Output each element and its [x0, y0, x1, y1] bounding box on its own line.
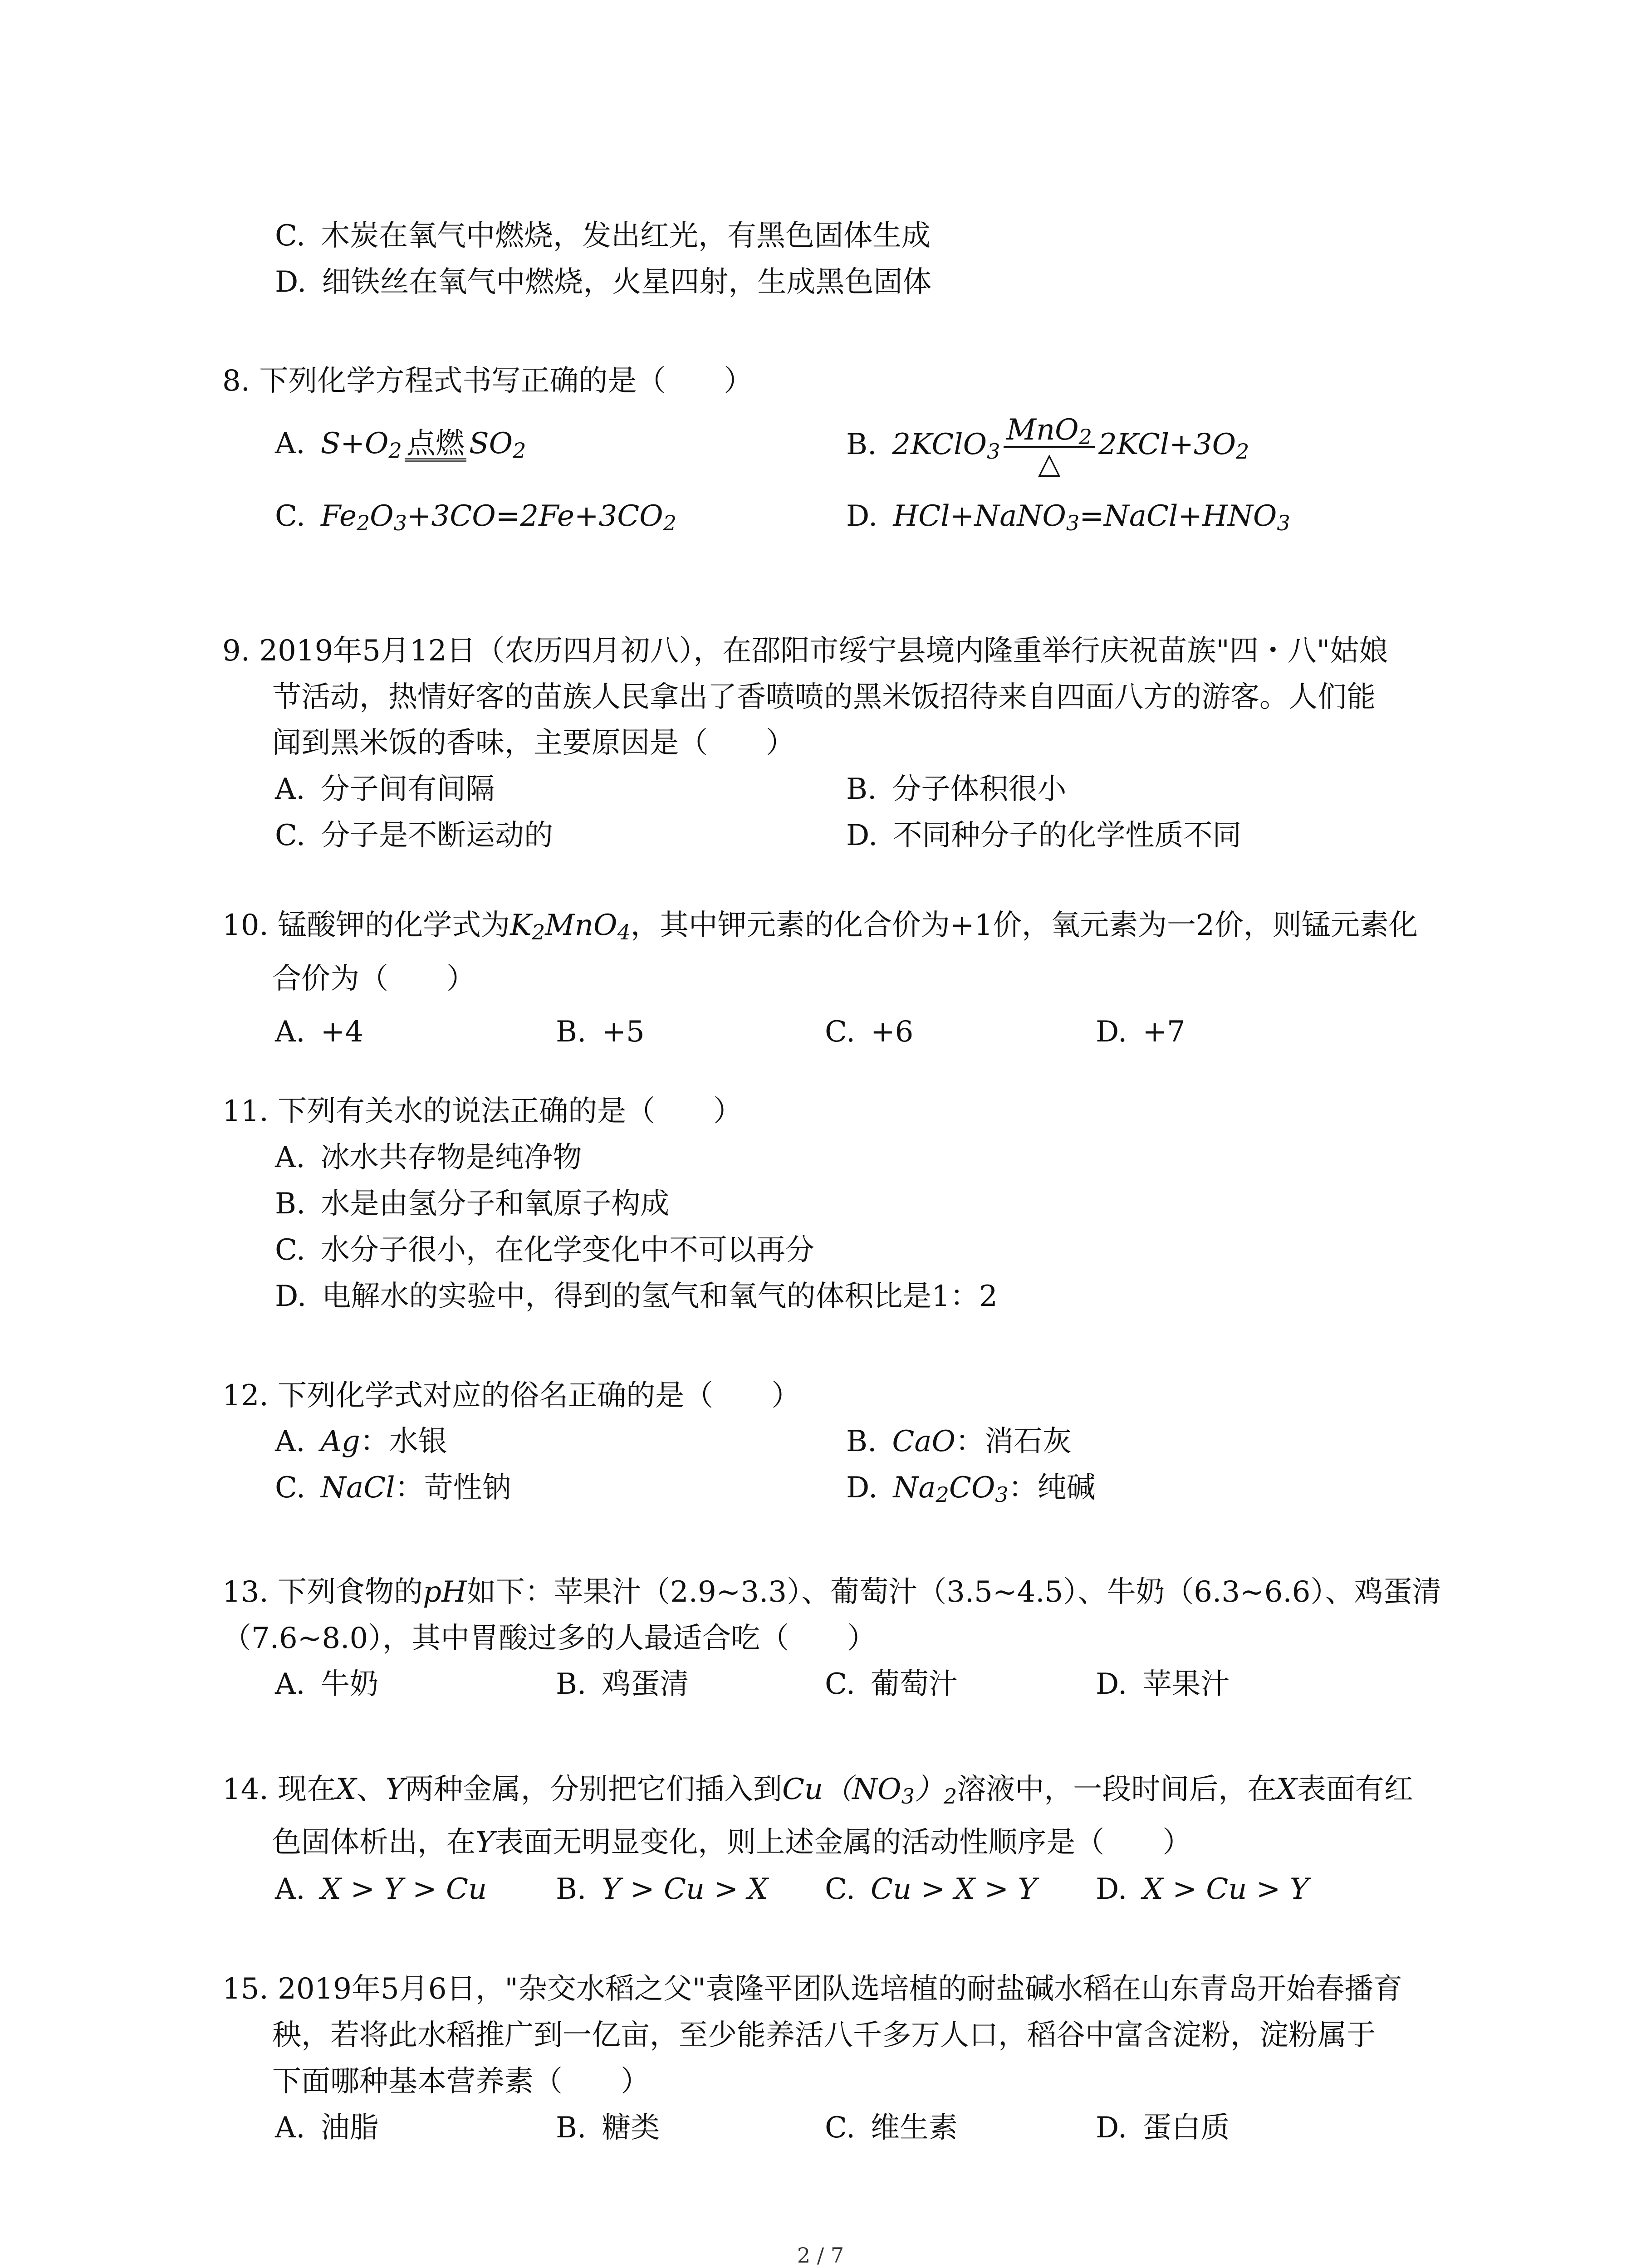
option-letter: C. — [825, 1015, 856, 1049]
q14-option-d — [1096, 1871, 1309, 1907]
equation-c: $Fe_2O_3+3CO=2Fe+3CO_2$ — [321, 499, 676, 536]
q10-option-b — [556, 1014, 645, 1050]
option-letter: C. — [275, 219, 306, 253]
q15-option-d — [1096, 2110, 1230, 2146]
option-letter: D. — [846, 1471, 878, 1505]
q10-stem-line1 — [222, 907, 1418, 943]
option-text: 油脂 — [320, 2111, 379, 2145]
page-number: 2 / 7 — [797, 2243, 844, 2268]
q13-option-a — [275, 1666, 379, 1702]
option-text: ：苛性钠 — [395, 1471, 511, 1505]
q13-option-b — [556, 1666, 689, 1702]
option-text: +7 — [1142, 1015, 1185, 1049]
stem-text: 、 — [356, 1773, 386, 1806]
option-letter: C. — [275, 819, 306, 852]
q12-stem: 12. 下列化学式对应的俗名正确的是（ ） — [222, 1379, 801, 1413]
q9-option-d — [846, 817, 1241, 854]
option-letter: A. — [275, 1015, 305, 1049]
q9-stem-line1: 9. 2019年5月12日（农历四月初八），在邵阳市绥宁县境内隆重举行庆祝苗族"四・八"姑娘 — [222, 634, 1388, 668]
option-text: ：纯碱 — [1008, 1471, 1096, 1505]
q15-stem-line3: 下面哪种基本营养素（ ） — [272, 2065, 650, 2098]
q9-stem-line3: 闻到黑米饭的香味，主要原因是（ ） — [272, 726, 795, 760]
q15-option-b — [556, 2110, 660, 2146]
q15-option-a — [275, 2110, 379, 2146]
option-text: 牛奶 — [320, 1667, 379, 1701]
option-letter: B. — [556, 1015, 587, 1049]
option-letter: B. — [846, 1425, 877, 1458]
q13-stem-line2: （7.6~8.0），其中胃酸过多的人最适合吃（ ） — [222, 1622, 877, 1655]
symbol-y: Y — [475, 1826, 495, 1859]
q8-stem: 8. 下列化学方程式书写正确的是（ ） — [222, 364, 753, 398]
q9-option-c — [275, 817, 553, 854]
stem-text: 色固体析出，在 — [272, 1826, 475, 1859]
option-text: ：消石灰 — [955, 1425, 1072, 1458]
option-letter: A. — [275, 1667, 305, 1701]
symbol-x: X — [336, 1773, 357, 1806]
stem-text: 14. 现在 — [222, 1773, 336, 1806]
q11-option-b — [275, 1186, 669, 1222]
formula-ag: Ag — [320, 1425, 360, 1458]
q12-option-c — [275, 1470, 511, 1506]
q13-stem-line1 — [222, 1574, 1441, 1610]
heat-symbol: △ — [1038, 446, 1061, 480]
q14-option-a — [275, 1871, 487, 1907]
option-letter: A. — [275, 1425, 305, 1458]
symbol-x: X — [1276, 1773, 1297, 1806]
option-text: 蛋白质 — [1142, 2111, 1230, 2145]
q13-option-d — [1096, 1666, 1230, 1702]
symbol-ph: pH — [423, 1575, 467, 1609]
q10-stem-line2: 合价为（ ） — [272, 962, 475, 996]
stem-text: 如下：苹果汁（2.9~3.3）、葡萄汁（3.5~4.5）、牛奶（6.3~6.6）、鸡蛋清 — [466, 1575, 1441, 1609]
q15-stem-line2: 秧，若将此水稻推广到一亿亩，至少能养活八千多万人口，稻谷中富含淀粉，淀粉属于 — [272, 2019, 1376, 2052]
equation-a: $S+O_2$ 点燃 $SO_2$ — [320, 427, 526, 463]
q10-option-d — [1096, 1014, 1185, 1050]
option-letter: B. — [556, 2111, 587, 2145]
option-formula: Y > Cu > X — [602, 1872, 768, 1906]
q11-option-a — [275, 1139, 582, 1176]
q14-option-c — [825, 1871, 1037, 1907]
option-text: 水是由氢分子和氧原子构成 — [321, 1187, 670, 1221]
option-letter: B. — [556, 1872, 587, 1906]
option-letter: D. — [1096, 1667, 1127, 1701]
option-letter: C. — [275, 1471, 306, 1505]
q12-option-d — [846, 1470, 1096, 1506]
option-text: 细铁丝在氧气中燃烧，火星四射，生成黑色固体 — [322, 265, 932, 299]
option-letter: D. — [1096, 2111, 1127, 2145]
equation-d: $HCl+NaNO_3=NaCl+HNO_3$ — [893, 499, 1290, 536]
option-letter: A. — [275, 427, 305, 460]
option-text: 水分子很小，在化学变化中不可以再分 — [321, 1233, 815, 1267]
option-text: 鸡蛋清 — [602, 1667, 689, 1701]
option-letter: A. — [275, 2111, 305, 2145]
q8-option-d — [846, 498, 1290, 534]
option-text: 糖类 — [602, 2111, 660, 2145]
option-text: +4 — [320, 1015, 363, 1049]
symbol-y: Y — [385, 1773, 405, 1806]
option-letter: A. — [275, 1141, 305, 1174]
option-letter: D. — [1096, 1015, 1127, 1049]
q7-option-d — [275, 264, 931, 300]
option-letter: D. — [275, 1280, 307, 1313]
formula-nacl: NaCl — [321, 1471, 395, 1505]
q11-stem: 11. 下列有关水的说法正确的是（ ） — [222, 1095, 743, 1128]
q9-option-a — [275, 771, 495, 807]
option-letter: D. — [846, 819, 878, 852]
option-text: +5 — [602, 1015, 645, 1049]
q14-option-b — [556, 1871, 768, 1907]
reaction-condition: 点燃 — [405, 429, 466, 462]
q12-option-b — [846, 1423, 1072, 1460]
option-text: +6 — [871, 1015, 914, 1049]
formula-cuno32: $Cu(NO_3)_2$ — [782, 1773, 957, 1809]
option-letter: D. — [1096, 1872, 1127, 1906]
option-text: 分子间有间隔 — [320, 772, 495, 806]
option-letter: C. — [825, 1667, 856, 1701]
catalyst: MnO — [1006, 413, 1079, 447]
equation-b: 2KClO$_3$ $\frac{MnO_2}{\triangle}$ $2KCl+3O_2$ — [892, 413, 1249, 480]
stem-text: 表面无明显变化，则上述金属的活动性顺序是（ ） — [495, 1826, 1192, 1859]
q8-option-a — [275, 425, 526, 462]
option-text: 维生素 — [871, 2111, 958, 2145]
q8-option-c — [275, 498, 676, 534]
q10-option-c — [825, 1014, 913, 1050]
option-letter: B. — [846, 428, 877, 461]
option-text: ：水银 — [360, 1425, 447, 1458]
q10-option-a — [275, 1014, 363, 1050]
option-formula: X > Cu > Y — [1142, 1872, 1309, 1906]
formula-cao: CaO — [892, 1425, 955, 1458]
q11-option-d — [275, 1278, 998, 1315]
option-letter: B. — [275, 1187, 306, 1221]
option-letter: D. — [275, 265, 307, 299]
q15-option-c — [825, 2110, 958, 2146]
formula-k2mno4: $K_2MnO_4$ — [510, 909, 631, 945]
option-letter: C. — [275, 499, 306, 533]
option-letter: B. — [846, 772, 877, 806]
q8-option-b — [846, 413, 1249, 479]
q14-stem-line2 — [272, 1824, 1191, 1861]
stem-text: 两种金属，分别把它们插入到 — [404, 1773, 782, 1806]
option-formula: X > Y > Cu — [320, 1872, 487, 1906]
option-letter: C. — [825, 1872, 856, 1906]
stem-text: 表面有红 — [1297, 1773, 1413, 1806]
option-text: 电解水的实验中，得到的氢气和氧气的体积比是1：2 — [322, 1280, 998, 1313]
q7-option-c — [275, 218, 931, 254]
q14-stem-line1 — [222, 1771, 1413, 1808]
q9-stem-line2: 节活动，热情好客的苗族人民拿出了香喷喷的黑米饭招待来自四面八方的游客。人们能 — [272, 680, 1376, 714]
q13-option-c — [825, 1666, 958, 1702]
option-text: 冰水共存物是纯净物 — [320, 1141, 582, 1174]
q12-option-a — [275, 1423, 447, 1460]
option-formula: Cu > X > Y — [871, 1872, 1037, 1906]
option-text: 木炭在氧气中燃烧，发出红光，有黑色固体生成 — [321, 219, 931, 253]
option-letter: C. — [275, 1233, 306, 1267]
option-letter: A. — [275, 772, 305, 806]
option-letter: C. — [825, 2111, 856, 2145]
option-text: 不同种分子的化学性质不同 — [893, 819, 1242, 852]
option-text: 葡萄汁 — [871, 1667, 958, 1701]
q15-stem-line1: 15. 2019年5月6日，"杂交水稻之父"袁隆平团队选培植的耐盐碱水稻在山东青岛开始春播育 — [222, 1972, 1403, 2006]
catalyst-subscript: 2 — [1078, 424, 1092, 449]
option-letter: B. — [556, 1667, 587, 1701]
reaction-condition — [1004, 414, 1095, 479]
stem-text: 溶液中，一段时间后，在 — [957, 1773, 1277, 1806]
stem-text: ，其中钾元素的化合价为+1价，氧元素为一2价，则锰元素化 — [630, 909, 1418, 942]
stem-text: 10. 锰酸钾的化学式为 — [222, 909, 510, 942]
formula-na2co3: $Na_2CO_3$ — [893, 1471, 1009, 1507]
q9-option-b — [846, 771, 1066, 807]
stem-text: 13. 下列食物的 — [222, 1575, 423, 1609]
option-text: 分子是不断运动的 — [321, 819, 554, 852]
option-letter: D. — [846, 499, 878, 533]
option-text: 分子体积很小 — [892, 772, 1067, 806]
option-text: 苹果汁 — [1142, 1667, 1230, 1701]
q11-option-c — [275, 1232, 814, 1268]
option-letter: A. — [275, 1872, 305, 1906]
